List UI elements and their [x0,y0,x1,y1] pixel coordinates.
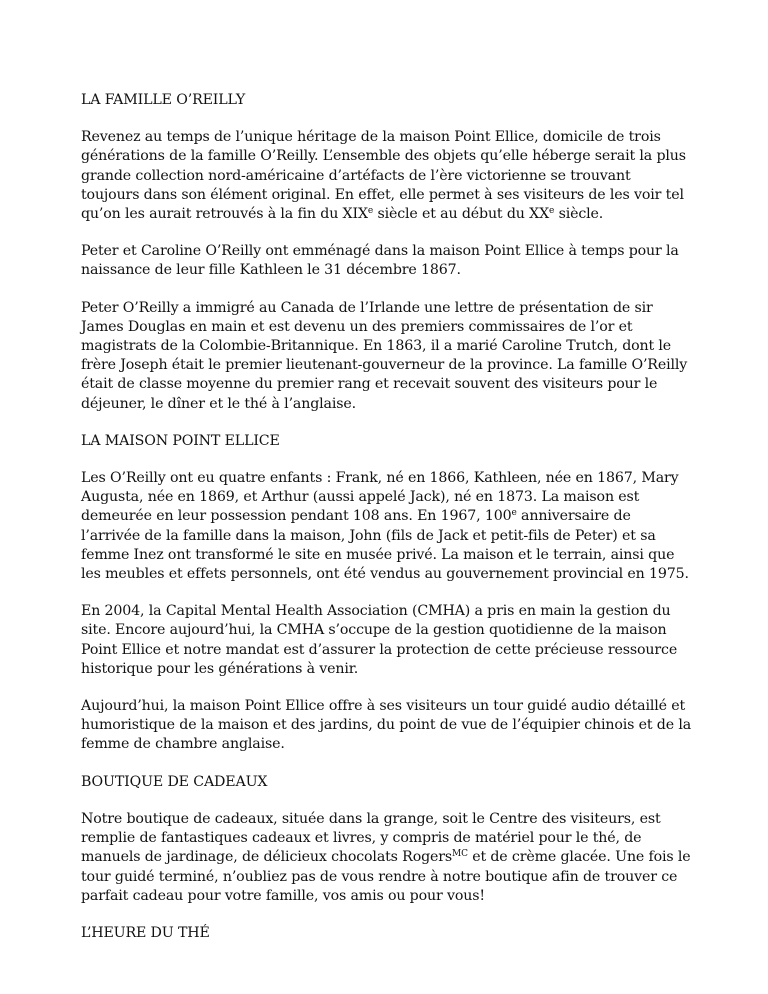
section-the [81,924,693,943]
paragraph-text: siècle et au début du XX [373,206,550,223]
paragraph-text: anniversaire de l’arrivée de la famille dans la maison, John (fils de Jack et petit-fils de Peter) et sa femme Inez ont transformé le site en musée privé. La maison et le terrain, ainsi que les meubles et effets personnels, ont été vendus au gouvernement provincial en 1975. [81,508,689,583]
paragraph [81,810,693,906]
section-heading: LA MAISON POINT ELLICE [81,432,280,449]
section-heading: BOUTIQUE DE CADEAUX [81,773,268,790]
trademark-superscript: MC [452,849,468,860]
section-boutique [81,773,693,906]
paragraph [81,469,693,584]
section-heading: L’HEURE DU THÉ [81,924,210,941]
paragraph-text: Notre boutique de cadeaux, située dans la grange, soit le Centre des visiteurs, est remplie de fantastiques cadeaux et livres, y compris de matériel pour le thé, de manuels de jardinage, de délicieux chocolats Rogers [81,810,661,866]
section-maison [81,432,693,755]
paragraph: Aujourd’hui, la maison Point Ellice offre à ses visiteurs un tour guidé audio détaillé et humoristique de la maison et des jardins, du point de vue de l’équipier chinois et de la femme de chambre anglaise. [81,698,692,753]
superscript: e [511,508,517,519]
paragraph-text: et de crème glacée. Une fois le tour guidé terminé, n’oubliez pas de vous rendre à notre boutique afin de trouver ce parfait cadeau pour votre famille, vos amis ou pour vous! [81,849,691,904]
paragraph: Peter O’Reilly a immigré au Canada de l’Irlande une lettre de présentation de sir James Douglas en main et est devenu un des premiers commissaires de l’or et magistrats de la Colombie-Britannique. En 1863, il a marié Caroline Trutch, dont le frère Joseph était le premier lieutenant-gouverneur de la province. La famille O’Reilly était de classe moyenne du premier rang et recevait souvent des visiteurs pour le déjeuner, le dîner et le thé à l’anglaise. [81,299,688,412]
document-page [81,91,693,961]
superscript: e [549,206,555,217]
section-heading: LA FAMILLE O’REILLY [81,92,246,108]
paragraph-text: Revenez au temps de l’unique héritage de la maison Point Ellice, domicile de trois générations de la famille O’Reilly. L’ensemble des objets qu’elle héberge serait la plus grande collection nord-américaine d’artéfacts de l’ère victorienne se trouvant toujours dans son élément original. En effet, elle permet à ses visiteurs de les voir tel qu’on les aurait retrouvés à la fin du XIX [81,129,686,223]
superscript: e [367,206,374,217]
paragraph: Peter et Caroline O’Reilly ont emménagé dans la maison Point Ellice à temps pour la naissance de leur fille Kathleen le 31 décembre 1867. [81,243,679,279]
paragraph-text: Les O’Reilly ont eu quatre enfants : Frank, né en 1866, Kathleen, née en 1867, Mary Augusta, née en 1869, et Arthur (aussi appelé Jack), né en 1873. La maison est demeurée en leur possession pendant 108 ans. En 1967, 100 [81,470,679,525]
paragraph [81,128,693,224]
section-famille [81,91,693,414]
paragraph-text: siècle. [554,206,604,223]
paragraph: En 2004, la Capital Mental Health Association (CMHA) a pris en main la gestion du site. Encore aujourd’hui, la CMHA s’occupe de la gestion quotidienne de la maison Point Ellice et notre mandat est d’assurer la protection de cette précieuse ressource historique pour les générations à venir. [81,603,678,677]
